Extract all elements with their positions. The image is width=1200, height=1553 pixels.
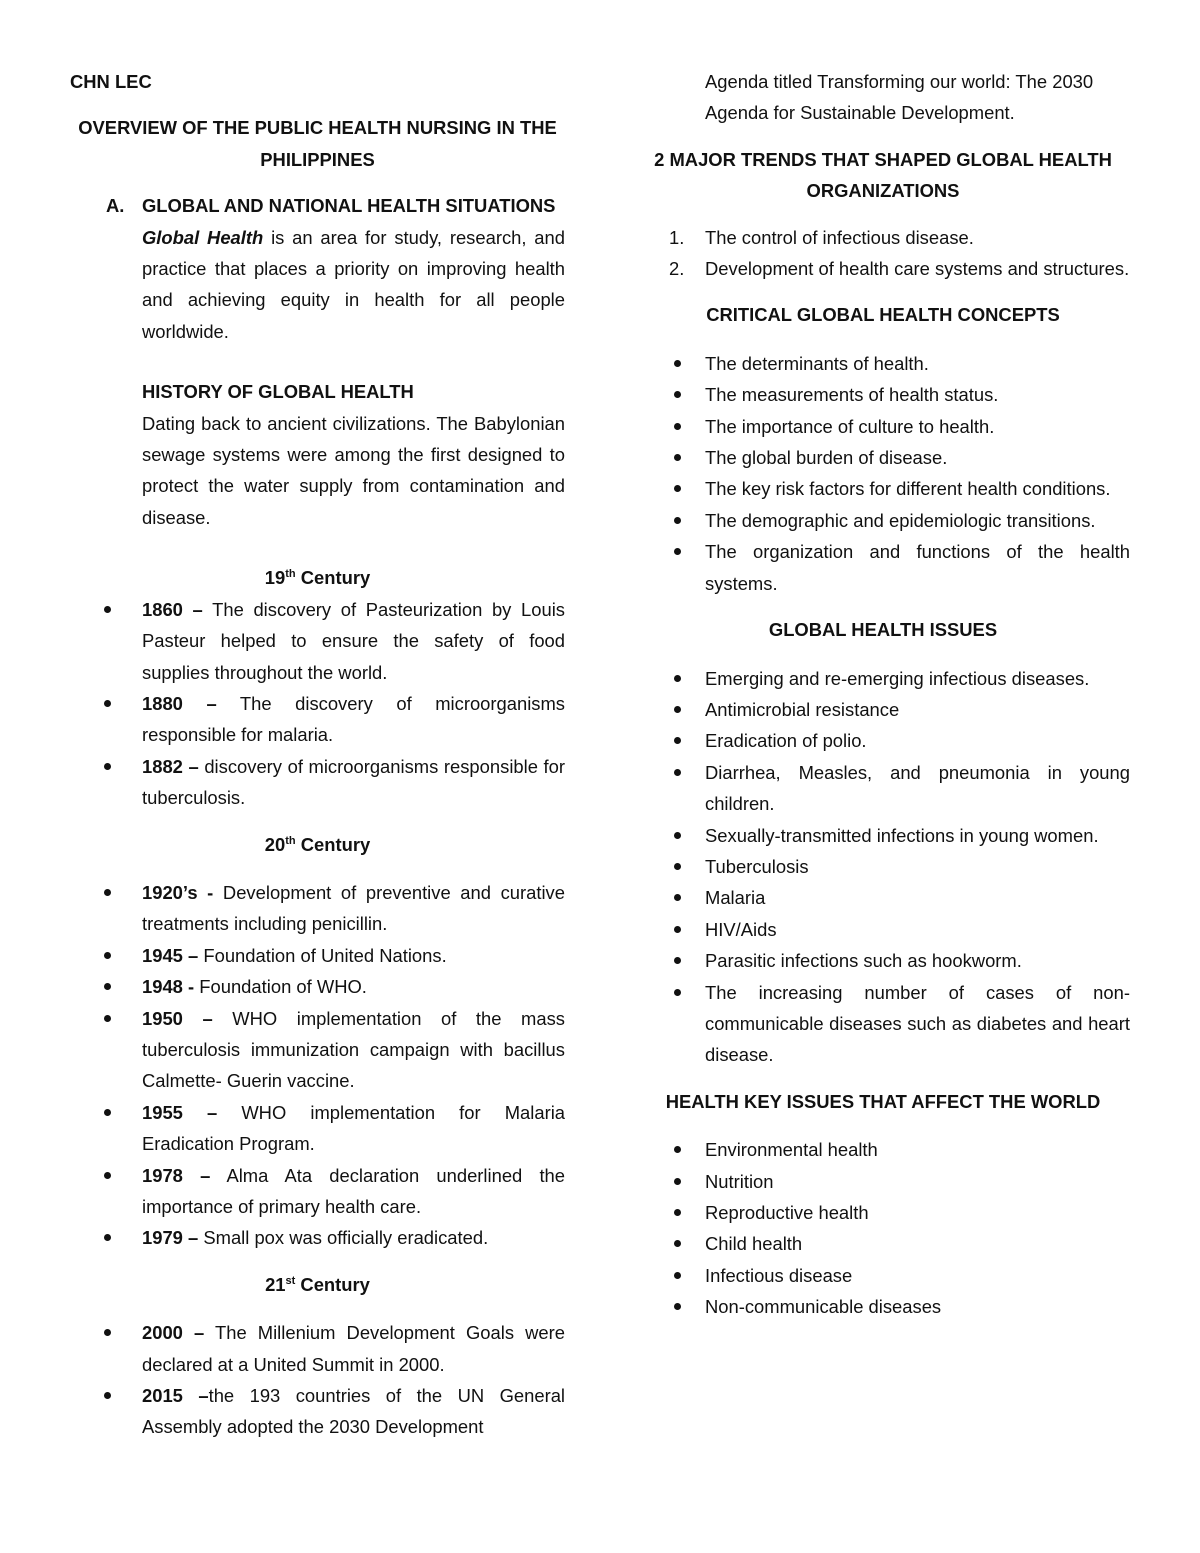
list-item: [636, 882, 1130, 913]
concepts-heading: CRITICAL GLOBAL HEALTH CONCEPTS: [706, 304, 1060, 326]
bullet-icon: [674, 517, 681, 524]
list-item: [636, 411, 1130, 442]
timeline-text: Small pox was officially eradicated.: [198, 1227, 489, 1249]
bullet-icon: [104, 606, 111, 613]
list-text: Development of health care systems and structures.: [705, 258, 1130, 280]
list-item: [636, 222, 1130, 253]
list-item: [70, 688, 565, 751]
list-item: [636, 536, 1130, 599]
century-heading-19: [70, 562, 565, 593]
list-item: [70, 877, 565, 940]
list-item: [70, 1160, 565, 1223]
list-item: [70, 940, 565, 971]
list-item: [636, 505, 1130, 536]
list-text: The demographic and epidemiologic transitions.: [705, 509, 1096, 531]
timeline-year: 1920’s -: [142, 881, 214, 903]
list-text: Tuberculosis: [705, 855, 809, 877]
list-item: [70, 1222, 565, 1253]
bullet-icon: [674, 832, 681, 839]
bullet-icon: [674, 863, 681, 870]
list-text: Diarrhea, Measles, and pneumonia in young children.: [705, 761, 1130, 815]
list-text: Non-communicable diseases: [705, 1296, 942, 1318]
timeline-text: WHO implementation for Malaria Eradication Program.: [142, 1101, 566, 1155]
list-text: The global burden of disease.: [705, 447, 948, 469]
history-text: Dating back to ancient civilizations. The Babylonian sewage systems were among the first designed to protect the water supply from contamination and disease.: [142, 412, 565, 528]
list-item: [636, 1228, 1130, 1259]
century-suffix: st: [285, 1274, 296, 1287]
bullet-icon: [674, 485, 681, 492]
century-heading-21: [70, 1269, 565, 1300]
list-item: [636, 820, 1130, 851]
bullet-icon: [674, 926, 681, 933]
century-label: Century: [295, 1273, 370, 1295]
list-item: [70, 1380, 565, 1443]
list-item: [70, 594, 565, 688]
list-number: 1.: [669, 226, 685, 248]
century-number: 20: [264, 833, 286, 855]
list-text: The control of infectious disease.: [705, 226, 974, 248]
bullet-icon: [674, 1303, 681, 1310]
continued-text: Agenda titled Transforming our world: The 2030 Agenda for Sustainable Development.: [705, 71, 1094, 124]
timeline-text: Alma Ata declaration underlined the importance of primary health care.: [142, 1164, 566, 1217]
bullet-icon: [104, 952, 111, 959]
timeline-year: 2015 –: [142, 1385, 209, 1407]
list-text: The importance of culture to health.: [705, 415, 995, 437]
list-text: Malaria: [705, 887, 766, 909]
century-label: Century: [295, 833, 371, 855]
timeline-year: 1950 –: [142, 1007, 213, 1029]
global-health-definition: [142, 222, 565, 348]
list-text: The key risk factors for different health conditions.: [705, 478, 1111, 500]
list-item: [636, 1291, 1130, 1322]
bullet-icon: [674, 706, 681, 713]
trends-heading: 2 MAJOR TRENDS THAT SHAPED GLOBAL HEALTH ORGANIZATIONS: [654, 148, 1112, 202]
bullet-icon: [674, 1146, 681, 1153]
century-20-list: [70, 877, 565, 1254]
bullet-icon: [104, 1329, 111, 1336]
bullet-icon: [104, 889, 111, 896]
list-item: [70, 1097, 565, 1160]
trends-list: [636, 222, 1130, 285]
bullet-icon: [674, 1209, 681, 1216]
timeline-text: WHO implementation of the mass tuberculosis immunization campaign with bacillus Calmette- Guerin vaccine.: [142, 1007, 565, 1092]
bullet-icon: [674, 675, 681, 682]
bullet-icon: [674, 548, 681, 555]
history-heading: HISTORY OF GLOBAL HEALTH: [142, 381, 414, 403]
list-item: [636, 1134, 1130, 1165]
list-item: [636, 914, 1130, 945]
bullet-icon: [674, 454, 681, 461]
century-heading-20: [70, 829, 565, 860]
list-text: The measurements of health status.: [705, 384, 999, 406]
bullet-icon: [104, 700, 111, 707]
main-title: OVERVIEW OF THE PUBLIC HEALTH NURSING IN THE PHILIPPINES: [78, 117, 557, 170]
section-a: [70, 190, 565, 533]
key-issues-heading: HEALTH KEY ISSUES THAT AFFECT THE WORLD: [665, 1090, 1101, 1112]
list-item: [636, 473, 1130, 504]
bullet-icon: [674, 957, 681, 964]
list-item: [636, 1166, 1130, 1197]
timeline-text: The Millenium Development Goals were declared at a United Summit in 2000.: [142, 1322, 565, 1375]
list-text: Emerging and re-emerging infectious diseases.: [705, 667, 1090, 689]
timeline-text: The discovery of Pasteurization by Louis Pasteur helped to ensure the safety of food supplies throughout the world.: [142, 598, 565, 683]
list-item: [636, 663, 1130, 694]
century-number: 21: [265, 1273, 286, 1295]
list-text: The organization and functions of the health systems.: [705, 541, 1130, 594]
timeline-year: 2000 –: [142, 1322, 205, 1344]
list-text: The increasing number of cases of non-communicable diseases such as diabetes and heart disease.: [705, 981, 1130, 1066]
timeline-year: 1978 –: [142, 1164, 211, 1186]
bullet-icon: [104, 1172, 111, 1179]
timeline-text: Development of preventive and curative treatments including penicillin.: [142, 881, 565, 935]
timeline-text: Foundation of United Nations.: [198, 944, 447, 966]
issues-heading: GLOBAL HEALTH ISSUES: [768, 619, 998, 641]
list-text: Antimicrobial resistance: [705, 698, 900, 720]
timeline-year: 1948 -: [142, 976, 195, 998]
bullet-icon: [104, 983, 111, 990]
list-item: [636, 851, 1130, 882]
timeline-year: 1860 –: [142, 598, 203, 620]
bullet-icon: [674, 391, 681, 398]
list-text: Environmental health: [705, 1139, 878, 1161]
list-item: [636, 725, 1130, 756]
list-item: [636, 348, 1130, 379]
list-item: [70, 971, 565, 1002]
bullet-icon: [674, 989, 681, 996]
list-item: [636, 253, 1130, 284]
issues-list: [636, 663, 1130, 1071]
list-text: Child health: [705, 1233, 803, 1255]
list-item: [636, 945, 1130, 976]
bullet-icon: [674, 737, 681, 744]
list-text: Eradication of polio.: [705, 730, 867, 752]
bullet-icon: [104, 1234, 111, 1241]
century-suffix: th: [285, 834, 296, 847]
list-item: [636, 757, 1130, 820]
timeline-year: 1955 –: [142, 1101, 218, 1123]
concepts-list: [636, 348, 1130, 599]
timeline-text: the 193 countries of the UN General Assembly adopted the 2030 Development: [142, 1385, 566, 1438]
bullet-icon: [674, 1272, 681, 1279]
definition-text: is an area for study, research, and practice that places a priority on improving health and achieving equity in health for all people worldwide.: [142, 226, 565, 342]
list-number: 2.: [669, 258, 685, 280]
bullet-icon: [104, 1109, 111, 1116]
century-number: 19: [264, 567, 286, 589]
list-item: [70, 1003, 565, 1097]
timeline-text: The discovery of microorganisms responsible for malaria.: [142, 692, 566, 746]
list-text: Infectious disease: [705, 1264, 853, 1286]
section-a-heading: GLOBAL AND NATIONAL HEALTH SITUATIONS: [142, 195, 556, 217]
list-item: [636, 1197, 1130, 1228]
key-issues-list: [636, 1134, 1130, 1322]
century-21-list: [70, 1317, 565, 1443]
section-a-marker: A.: [106, 195, 125, 217]
list-item: [70, 1317, 565, 1380]
bullet-icon: [674, 360, 681, 367]
timeline-year: 1979 –: [142, 1227, 199, 1249]
list-item: [636, 379, 1130, 410]
definition-term: Global Health: [142, 226, 264, 248]
list-text: HIV/Aids: [705, 918, 777, 940]
bullet-icon: [674, 423, 681, 430]
timeline-year: 1945 –: [142, 944, 199, 966]
bullet-icon: [104, 1015, 111, 1022]
list-item: [70, 751, 565, 814]
bullet-icon: [674, 1178, 681, 1185]
timeline-text: discovery of microorganisms responsible for tuberculosis.: [142, 755, 565, 809]
bullet-icon: [674, 1240, 681, 1247]
century-19-list: [70, 594, 565, 814]
list-text: Sexually-transmitted infections in young women.: [705, 824, 1099, 846]
doc-title: CHN LEC: [70, 71, 152, 92]
bullet-icon: [674, 894, 681, 901]
list-text: The determinants of health.: [705, 352, 929, 374]
list-text: Parasitic infections such as hookworm.: [705, 950, 1022, 972]
timeline-year: 1880 –: [142, 692, 217, 714]
left-column: [70, 66, 565, 1443]
century-suffix: th: [285, 568, 296, 581]
list-item: [636, 977, 1130, 1071]
list-text: Nutrition: [705, 1170, 774, 1192]
bullet-icon: [674, 769, 681, 776]
right-column: [636, 66, 1130, 1323]
timeline-text: Foundation of WHO.: [194, 976, 367, 998]
timeline-year: 1882 –: [142, 755, 199, 777]
list-item: [636, 1260, 1130, 1291]
century-label: Century: [295, 567, 371, 589]
list-text: Reproductive health: [705, 1202, 869, 1223]
bullet-icon: [104, 1392, 111, 1399]
list-item: [636, 694, 1130, 725]
list-item: [636, 442, 1130, 473]
bullet-icon: [104, 763, 111, 770]
